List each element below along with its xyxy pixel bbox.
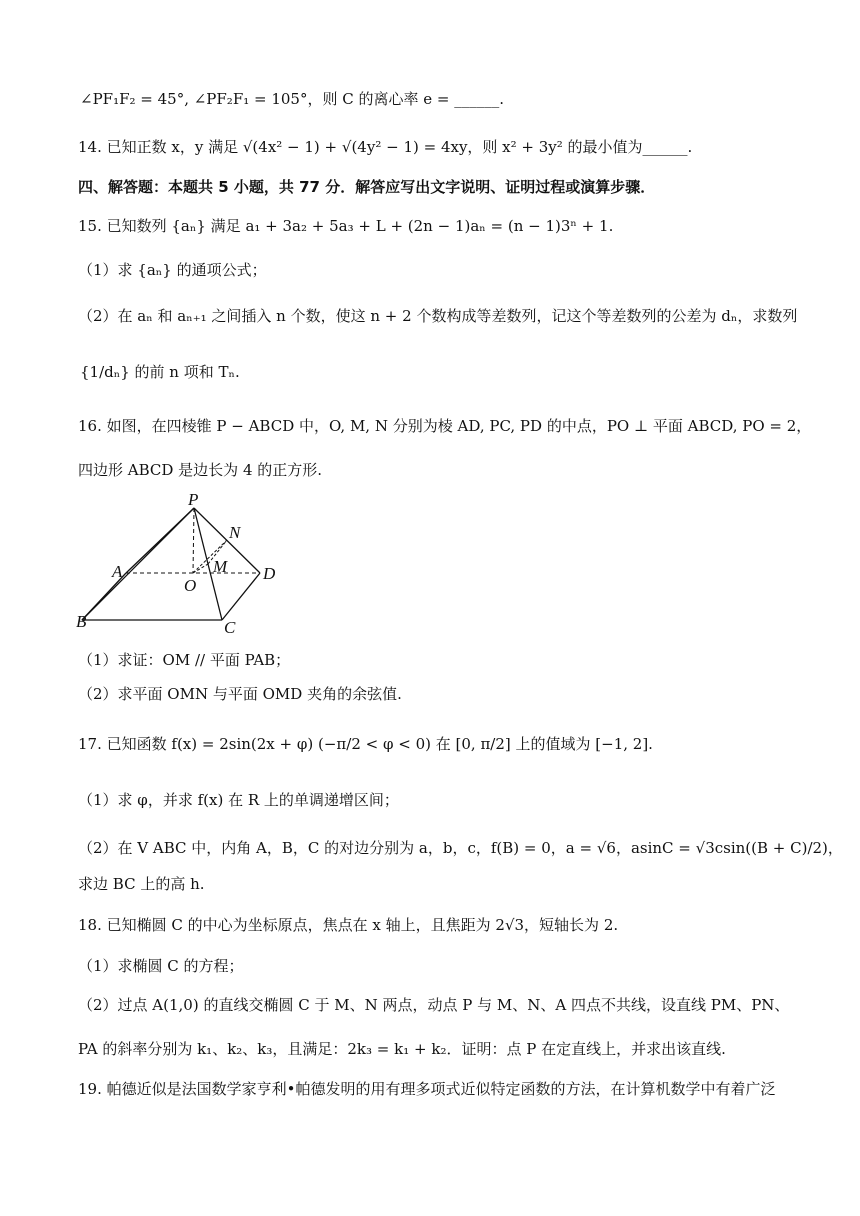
text-line-q17: 17. 已知函数 f(x) = 2sin(2x + φ) (−π/2 < φ < 0) 在 [0, π/2] 上的值域为 [−1, 2]. <box>78 735 653 753</box>
text-line-q13-end: ∠PF₁F₂ = 45°, ∠PF₂F₁ = 105°，则 C 的离心率 e = ______. <box>80 90 504 108</box>
label-O: O <box>184 576 197 595</box>
label-A: A <box>112 562 123 581</box>
edge-PB <box>82 508 197 620</box>
segment-PO <box>193 508 194 573</box>
section-heading: 四、解答题：本题共 5 小题，共 77 分．解答应写出文字说明、证明过程或演算步骤． <box>78 178 656 196</box>
text-line-q17-part2-cont: 求边 BC 上的高 h. <box>78 875 205 893</box>
label-M: M <box>213 557 228 576</box>
text-line-q14: 14. 已知正数 x，y 满足 √(4x² − 1) + √(4y² − 1) = 4xy，则 x² + 3y² 的最小值为______. <box>78 138 693 156</box>
label-D: D <box>263 564 276 583</box>
edge-CD <box>222 573 260 620</box>
text-line-q16-cont: 四边形 ABCD 是边长为 4 的正方形. <box>78 461 323 479</box>
text-line-q15-part2: （2）在 aₙ 和 aₙ₊₁ 之间插入 n 个数，使这 n + 2 个数构成等差数列，记这个等差数列的公差为 dₙ，求数列 <box>78 307 798 325</box>
text-line-q18-part2: （2）过点 A(1,0) 的直线交椭圆 C 于 M、N 两点，动点 P 与 M、N、A 四点不共线，设直线 PM、PN、 <box>78 996 790 1014</box>
text-line-q18-part2-cont: PA 的斜率分别为 k₁、k₂、k₃，且满足：2k₃ = k₁ + k₂．证明：点 P 在定直线上，并求出该直线. <box>78 1040 726 1058</box>
text-line-q17-part1: （1）求 φ，并求 f(x) 在 R 上的单调递增区间； <box>78 791 399 809</box>
text-line-q17-part2: （2）在 V ABC 中，内角 A，B，C 的对边分别为 a，b，c，f(B) = 0，a = √6，asinC = √3csin((B + C)/2)， <box>78 839 843 857</box>
text-line-q19: 19. 帕德近似是法国数学家亨利•帕德发明的用有理多项式近似特定函数的方法，在计算机数学中有着广泛 <box>78 1080 776 1098</box>
text-line-q18: 18. 已知椭圆 C 的中心为坐标原点，焦点在 x 轴上，且焦距为 2√3，短轴长为 2. <box>78 916 619 934</box>
text-line-q16-part1: （1）求证：OM // 平面 PAB； <box>78 651 291 669</box>
text-line-q18-part1: （1）求椭圆 C 的方程； <box>78 957 244 975</box>
label-C: C <box>224 618 236 637</box>
text-line-q15-part2-cont: {1/dₙ} 的前 n 项和 Tₙ. <box>80 363 240 381</box>
label-P: P <box>188 493 199 509</box>
text-line-q15-part1: （1）求 {aₙ} 的通项公式； <box>78 261 267 279</box>
text-line-q15: 15. 已知数列 {aₙ} 满足 a₁ + 3a₂ + 5a₃ + L + (2n − 1)aₙ = (n − 1)3ⁿ + 1. <box>78 217 614 235</box>
text-line-q16: 16. 如图，在四棱锥 P − ABCD 中，O, M, N 分别为棱 AD, PC, PD 的中点，PO ⊥ 平面 ABCD, PO = 2， <box>78 417 812 435</box>
pyramid-figure <box>74 493 288 639</box>
label-B: B <box>76 612 87 631</box>
text-line-q16-part2: （2）求平面 OMN 与平面 OMD 夹角的余弦值. <box>78 685 402 703</box>
label-N: N <box>229 523 241 542</box>
